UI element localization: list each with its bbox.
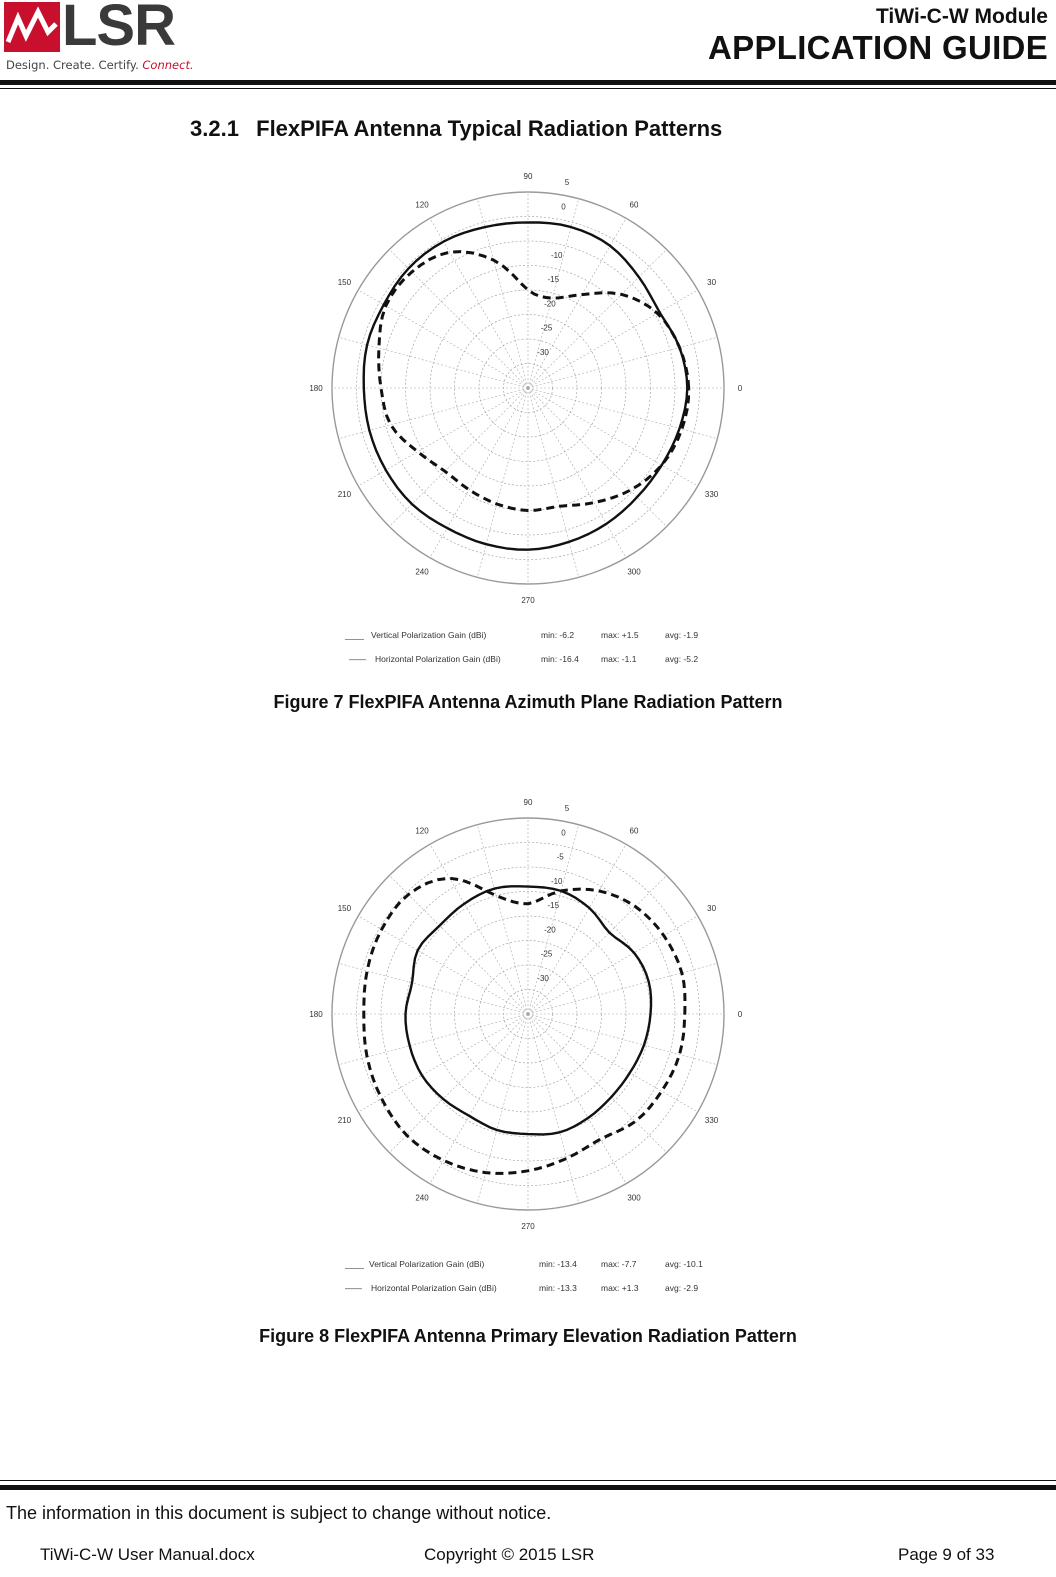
angle-tick-label: 300	[627, 1193, 641, 1203]
header-titles	[708, 4, 1048, 66]
legend-avg: avg: -2.9	[665, 1283, 699, 1293]
header-rule-thick	[0, 80, 1056, 85]
grid-spoke	[528, 249, 667, 388]
grid-spoke	[528, 388, 667, 527]
grid-spoke	[339, 963, 528, 1014]
angle-tick-label: 270	[521, 596, 535, 605]
section-title: FlexPIFA Antenna Typical Radiation Patterns	[256, 116, 723, 141]
logo-text: LSR	[62, 0, 175, 58]
angle-tick-label: 30	[707, 278, 717, 287]
grid-spoke	[477, 825, 528, 1014]
angle-tick-label: 240	[415, 567, 429, 577]
radial-tick-label: -30	[537, 973, 549, 983]
grid-spoke	[528, 388, 698, 486]
radial-tick-label: -30	[537, 347, 549, 357]
angle-tick-label: 120	[415, 826, 429, 836]
series-horizontal-gain	[364, 878, 685, 1173]
lsr-logo	[4, 2, 194, 72]
footer-rule-thin	[0, 1480, 1056, 1481]
footer-page-number: Page 9 of 33	[898, 1545, 995, 1564]
legend-min: min: -13.4	[539, 1259, 577, 1269]
section-number: 3.2.1	[190, 116, 239, 141]
legend-label: Horizontal Polarization Gain (dBi)	[375, 654, 501, 664]
angle-tick-label: 240	[415, 1193, 429, 1203]
legend-avg: avg: -5.2	[665, 654, 699, 664]
grid-spoke	[528, 1014, 626, 1184]
series-horizontal-gain	[379, 252, 689, 511]
footer-note: The information in this document is subject to change without notice.	[6, 1503, 552, 1523]
grid-spoke	[477, 1014, 528, 1203]
logo-tagline-main: Design. Create. Certify.	[6, 58, 139, 72]
radial-tick-label: -20	[544, 925, 556, 935]
angle-tick-label: 30	[707, 904, 717, 913]
radial-tick-label: 5	[564, 804, 570, 814]
legend-max: max: +1.3	[601, 1283, 639, 1293]
angle-tick-label: 270	[521, 1222, 535, 1231]
lsr-logo-mark-icon	[4, 2, 60, 52]
angle-tick-label: 300	[627, 567, 641, 577]
grid-spoke	[528, 825, 579, 1014]
radial-tick-label: -10	[550, 250, 563, 260]
angle-tick-label: 90	[523, 172, 533, 181]
radial-tick-label: -25	[540, 949, 553, 959]
angle-tick-label: 0	[737, 1010, 743, 1019]
footer-rule-thick	[0, 1485, 1056, 1490]
angle-tick-label: 90	[523, 798, 533, 807]
guide-title: APPLICATION GUIDE	[708, 29, 1048, 66]
angle-tick-label: 180	[309, 384, 323, 393]
legend-min: min: -13.3	[539, 1283, 577, 1293]
logo-tagline	[6, 58, 194, 72]
legend-line-solid-icon: ____	[345, 1259, 364, 1269]
radial-tick-label: -15	[547, 275, 560, 285]
radial-tick-label: -5	[556, 852, 564, 862]
angle-tick-label: 210	[337, 1116, 352, 1125]
angle-tick-label: 60	[629, 826, 639, 836]
azimuth-legend	[345, 630, 765, 670]
radial-tick-label: -25	[540, 323, 553, 333]
legend-line-dashed-icon: ——	[345, 1283, 362, 1293]
header-rule-thin	[0, 88, 1056, 89]
legend-min: min: -16.4	[541, 654, 579, 664]
angle-tick-label: 0	[737, 384, 743, 393]
grid-spoke	[358, 1014, 528, 1112]
legend-avg: avg: -1.9	[665, 630, 699, 640]
module-name: TiWi-C-W Module	[875, 5, 1048, 28]
angle-tick-label: 210	[337, 490, 352, 499]
legend-min: min: -6.2	[541, 630, 575, 640]
grid-spoke	[528, 1014, 698, 1112]
legend-avg: avg: -10.1	[665, 1259, 703, 1269]
angle-tick-label: 330	[704, 1116, 719, 1125]
radial-tick-label: -10	[550, 876, 563, 886]
grid-spoke	[358, 916, 528, 1014]
angle-tick-label: 60	[629, 200, 639, 210]
radial-tick-label: -15	[547, 901, 560, 911]
angle-tick-label: 330	[704, 490, 719, 499]
angle-tick-label: 120	[415, 200, 429, 210]
grid-spoke	[528, 1014, 579, 1203]
legend-max: max: -1.1	[601, 654, 637, 664]
elevation-polar-chart	[290, 786, 766, 1246]
figure-8-caption: Figure 8 FlexPIFA Antenna Primary Elevation Radiation Pattern	[259, 1326, 797, 1346]
legend-label: Vertical Polarization Gain (dBi)	[369, 1259, 485, 1269]
grid-spoke	[528, 388, 626, 558]
radial-tick-label: -20	[544, 299, 556, 309]
angle-tick-label: 180	[309, 1010, 323, 1019]
angle-tick-label: 150	[337, 278, 352, 287]
grid-spoke	[528, 844, 626, 1014]
elevation-legend	[345, 1259, 765, 1299]
legend-label: Vertical Polarization Gain (dBi)	[371, 630, 487, 640]
grid-spoke	[430, 218, 528, 388]
radial-tick-label: 0	[561, 828, 566, 838]
azimuth-polar-chart	[290, 160, 766, 620]
grid-spoke	[528, 218, 626, 388]
angle-tick-label: 150	[337, 904, 352, 913]
series-vertical-gain	[406, 886, 652, 1134]
legend-line-solid-icon: ____	[345, 630, 364, 640]
legend-line-dashed-icon: ——	[349, 654, 366, 664]
logo-tagline-accent: Connect.	[142, 58, 194, 72]
legend-max: max: +1.5	[601, 630, 639, 640]
grid-spoke	[389, 388, 528, 527]
section-heading	[190, 116, 722, 142]
figure-7-caption: Figure 7 FlexPIFA Antenna Azimuth Plane Radiation Pattern	[273, 692, 783, 712]
footer-filename: TiWi-C-W User Manual.docx	[40, 1545, 255, 1564]
radial-tick-label: 5	[564, 178, 570, 188]
legend-label: Horizontal Polarization Gain (dBi)	[371, 1283, 497, 1293]
grid-spoke	[430, 844, 528, 1014]
footer-copyright: Copyright © 2015 LSR	[424, 1545, 595, 1564]
legend-max: max: -7.7	[601, 1259, 637, 1269]
radial-tick-label: 0	[561, 202, 566, 212]
